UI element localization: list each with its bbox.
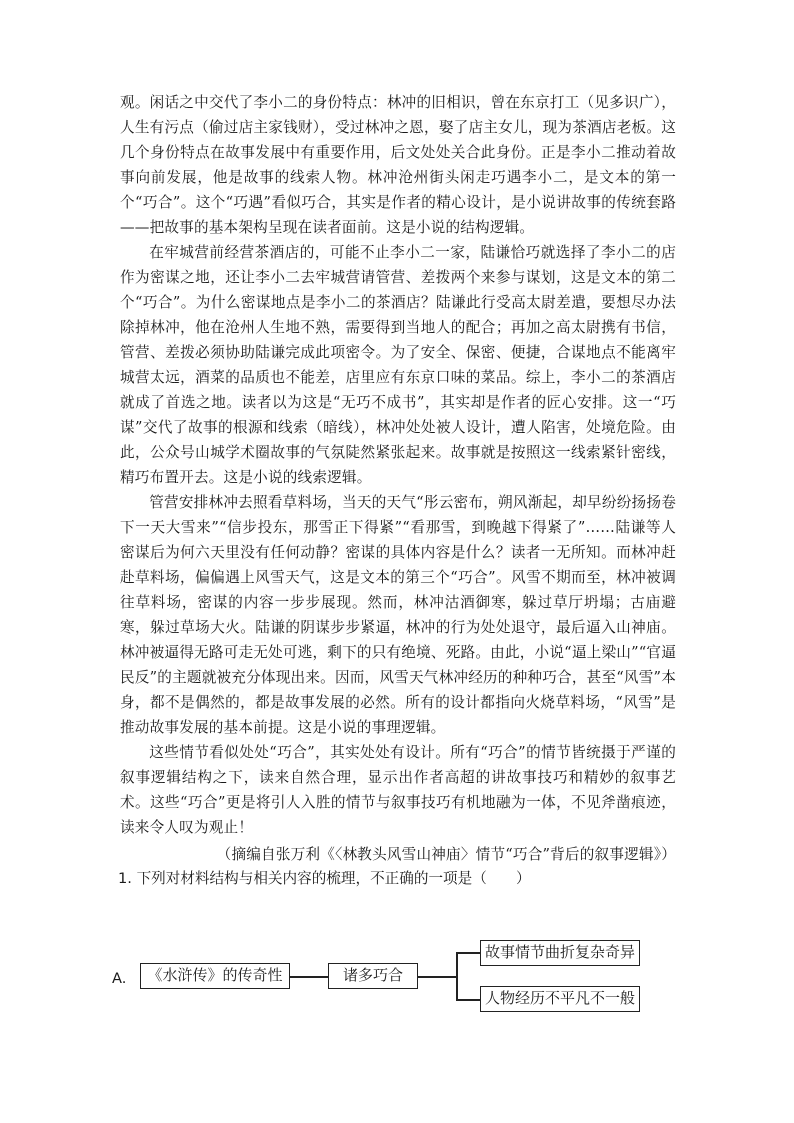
paragraph-3: 管营安排林冲去照看草料场，当天的天气“彤云密布，朔风渐起，却早纷纷扬扬卷下一天大雪来”“信步投东，那雪正下得紧”“看那雪，到晚越下得紧了”……陆谦等人密谋后为何六天里没有任何动静？密谋的具体内容是什么？读者一无所知。而林冲赶赴草料场，偏偏遇上风雪天气，这是文本的第三个“巧合”。风雪不期而至，林冲被调往草料场，密谋的内容一步步展现。然而，林冲沽酒御寒，躲过草厅坍塌；古庙避寒，躲过草场大火。陆谦的阴谋步步紧逼，林冲的行为处处退守，最后逼入山神庙。林冲被逼得无路可走无处可逃，剩下的只有绝境、死路。由此，小说“逼上梁山”“官逼民反”的主题就被充分体现出来。因而，风雪天气林冲经历的种种巧合，甚至“风雪”本身，都不是偶然的，都是故事发展的必然。所有的设计都指向火烧草料场，“风雪”是推动故事发展的基本前提。这是小说的事理逻辑。 bbox=[120, 494, 676, 736]
connector-middle bbox=[418, 976, 456, 978]
option-letter: A. bbox=[112, 970, 127, 987]
connector-top bbox=[456, 952, 480, 954]
question-stem: 1. 下列对材料结构与相关内容的梳理，不正确的一项是（ ） bbox=[118, 870, 531, 887]
paragraph-2: 在牢城营前经营茶酒店的，可能不止李小二一家，陆谦恰巧就选择了李小二的店作为密谋之地，还让李小二去牢城营请管营、差拨两个来参与谋划，这是文本的第二个“巧合”。为什么密谋地点是李小二的茶酒店？陆谦此行受高太尉差遣，要想尽办法除掉林冲，他在沧州人生地不熟，需要得到当地人的配合；再加之高太尉携有书信，管营、差拨必须协助陆谦完成此项密令。为了安全、保密、便捷，合谋地点不能离牢城营太远，酒菜的品质也不能差，店里应有东京口味的菜品。综上，李小二的茶酒店就成了首选之地。读者以为这是“无巧不成书”，其实却是作者的匠心安排。这一“巧谋”交代了故事的根源和线索（暗线），林冲处处被人设计，遭人陷害，处境危险。由此，公众号山城学术圈故事的气氛陡然紧张起来。故事就是按照这一线索紧针密线，精巧布置开去。这是小说的线索逻辑。 bbox=[120, 244, 676, 486]
paragraph-4: 这些情节看似处处“巧合”，其实处处有设计。所有“巧合”的情节皆统摄于严谨的叙事逻辑结构之下，读来自然合理，显示出作者高超的讲故事技巧和精妙的叙事艺术。这些“巧合”更是将引人入胜的情节与叙事技巧有机地融为一体，不见斧凿痕迹，读来令人叹为观止！ bbox=[120, 744, 676, 836]
box-legend-novel: 《水浒传》的传奇性 bbox=[140, 963, 290, 989]
connector-bottom bbox=[456, 999, 480, 1001]
connector-left bbox=[290, 976, 328, 978]
box-extraordinary-experience: 人物经历不平凡不一般 bbox=[480, 986, 640, 1012]
source-citation: （摘编自张万利《〈林教头风雪山神庙〉情节“巧合”背后的叙事逻辑》） bbox=[216, 846, 676, 863]
box-plot-twists: 故事情节曲折复杂奇异 bbox=[480, 940, 640, 966]
paragraph-1: 观。闲话之中交代了李小二的身份特点：林冲的旧相识，曾在东京打工（见多识广），人生有污点（偷过店主家钱财），受过林冲之恩，娶了店主女儿，现为茶酒店老板。这几个身份特点在故事发展中有重要作用，后文处处关合此身份。正是李小二推动着故事向前发展，他是故事的线索人物。林冲沧州街头闲走巧遇李小二，是文本的第一个“巧合”。这个“巧遇”看似巧合，其实是作者的精心设计，是小说讲故事的传统套路——把故事的基本架构呈现在读者面前。这是小说的结构逻辑。 bbox=[120, 94, 676, 236]
passage bbox=[120, 90, 676, 891]
option-a-diagram bbox=[112, 940, 672, 1010]
connector-vertical bbox=[456, 952, 458, 1000]
box-coincidences: 诸多巧合 bbox=[328, 963, 418, 989]
